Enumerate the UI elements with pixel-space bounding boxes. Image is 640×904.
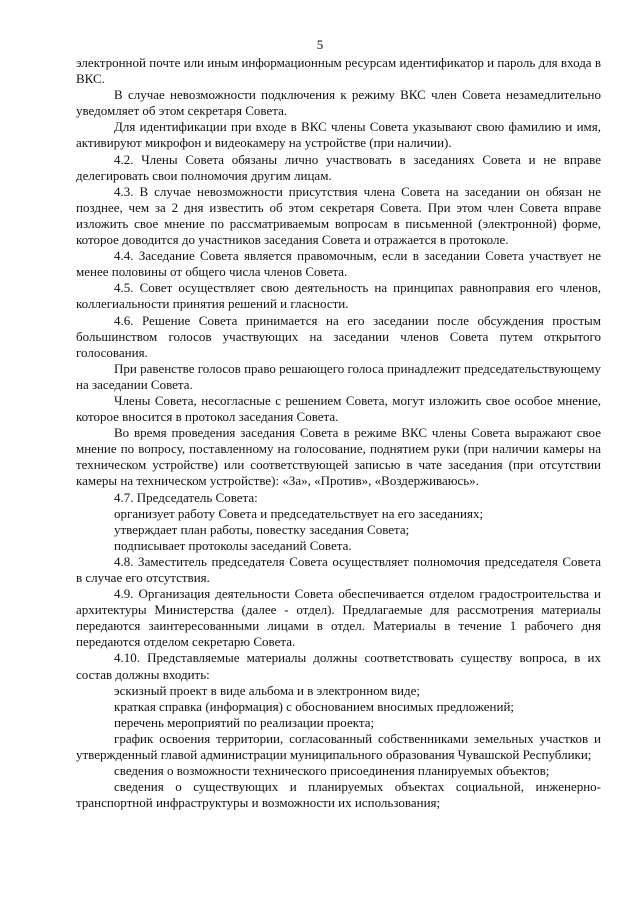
paragraph: 4.8. Заместитель председателя Совета осуществляет полномочия председателя Совета в случае его отсутствия.: [76, 553, 601, 585]
paragraph: подписывает протоколы заседаний Совета.: [114, 537, 352, 553]
paragraph: Члены Совета, несогласные с решением Совета, могут изложить свое особое мнение, которое вносится в протокол заседания Совета.: [76, 392, 601, 425]
paragraph: Во время проведения заседания Совета в режиме ВКС члены Совета выражают свое мнение по вопросу, поставленному на голосование, поднятием руки (при наличии камеры на техническом устройстве) или соответствующей записью в чате заседания (при отсутствии камеры на техническом устройстве): «За», «Против», «Воздерживаюсь».: [76, 425, 601, 489]
paragraph: утверждает план работы, повестку заседания Совета;: [114, 521, 410, 537]
paragraph: эскизный проект в виде альбома и в электронном виде;: [114, 682, 420, 698]
paragraph: электронной почте или иным информационным ресурсам идентификатор и пароль для входа в ВКС.: [76, 55, 601, 87]
paragraph: 4.6. Решение Совета принимается на его заседании после обсуждения простым большинством голосов участвующих на заседании членов Совета путем открытого голосования.: [76, 312, 601, 360]
paragraph: сведения о возможности технического присоединения планируемых объектов;: [114, 763, 550, 779]
paragraph: краткая справка (информация) с обоснованием вносимых предложений;: [114, 698, 515, 714]
paragraph: 4.4. Заседание Совета является правомочным, если в заседании Совета участвует не менее половины от общего числа членов Совета.: [76, 248, 601, 280]
paragraph: сведения о существующих и планируемых объектах социальной, инженерно-транспортной инфраструктуры и возможности их использования;: [76, 779, 601, 811]
paragraph: Для идентификации при входе в ВКС члены Совета указывают свою фамилию и имя, активируют микрофон и видеокамеру на устройстве (при наличии).: [76, 119, 601, 151]
paragraph: 4.9. Организация деятельности Совета обеспечивается отделом градостроительства и архитектуры Министерства (далее - отдел). Предлагаемые для рассмотрения материалы передаются заинтересованными лицами в отдел. Материалы в течение 1 рабочего дня передаются отделом секретарю Совета.: [76, 586, 601, 650]
paragraph: При равенстве голосов право решающего голоса принадлежит председательствующему на заседании Совета.: [76, 360, 601, 392]
paragraph: график освоения территории, согласованный собственниками земельных участков и утвержденный главой администрации муниципального образования Чувашской Республики;: [76, 730, 601, 763]
document-body: [76, 55, 601, 811]
paragraph: В случае невозможности подключения к режиму ВКС член Совета незамедлительно уведомляет об этом секретаря Совета.: [76, 87, 601, 119]
paragraph: 4.3. В случае невозможности присутствия члена Совета на заседании он обязан не позднее, чем за 2 дня известить об этом секретаря Совета. При этом член Совета вправе изложить свое мнение по рассматриваемым вопросам в письменной (электронной) форме, которое доводится до участников заседания Совета и отражается в протоколе.: [76, 183, 601, 248]
paragraph: 4.7. Председатель Совета:: [114, 489, 258, 505]
paragraph: 4.10. Представляемые материалы должны соответствовать существу вопроса, в их состав должны входить:: [76, 650, 601, 682]
paragraph: 4.5. Совет осуществляет свою деятельность на принципах равноправия его членов, коллегиальности принятия решений и гласности.: [76, 280, 601, 312]
page-number: 5: [316, 37, 324, 52]
paragraph: организует работу Совета и председательствует на его заседаниях;: [114, 505, 484, 521]
paragraph: перечень мероприятий по реализации проекта;: [114, 714, 375, 730]
paragraph: 4.2. Члены Совета обязаны лично участвовать в заседаниях Совета и не вправе делегировать свои полномочия другим лицам.: [76, 151, 601, 183]
